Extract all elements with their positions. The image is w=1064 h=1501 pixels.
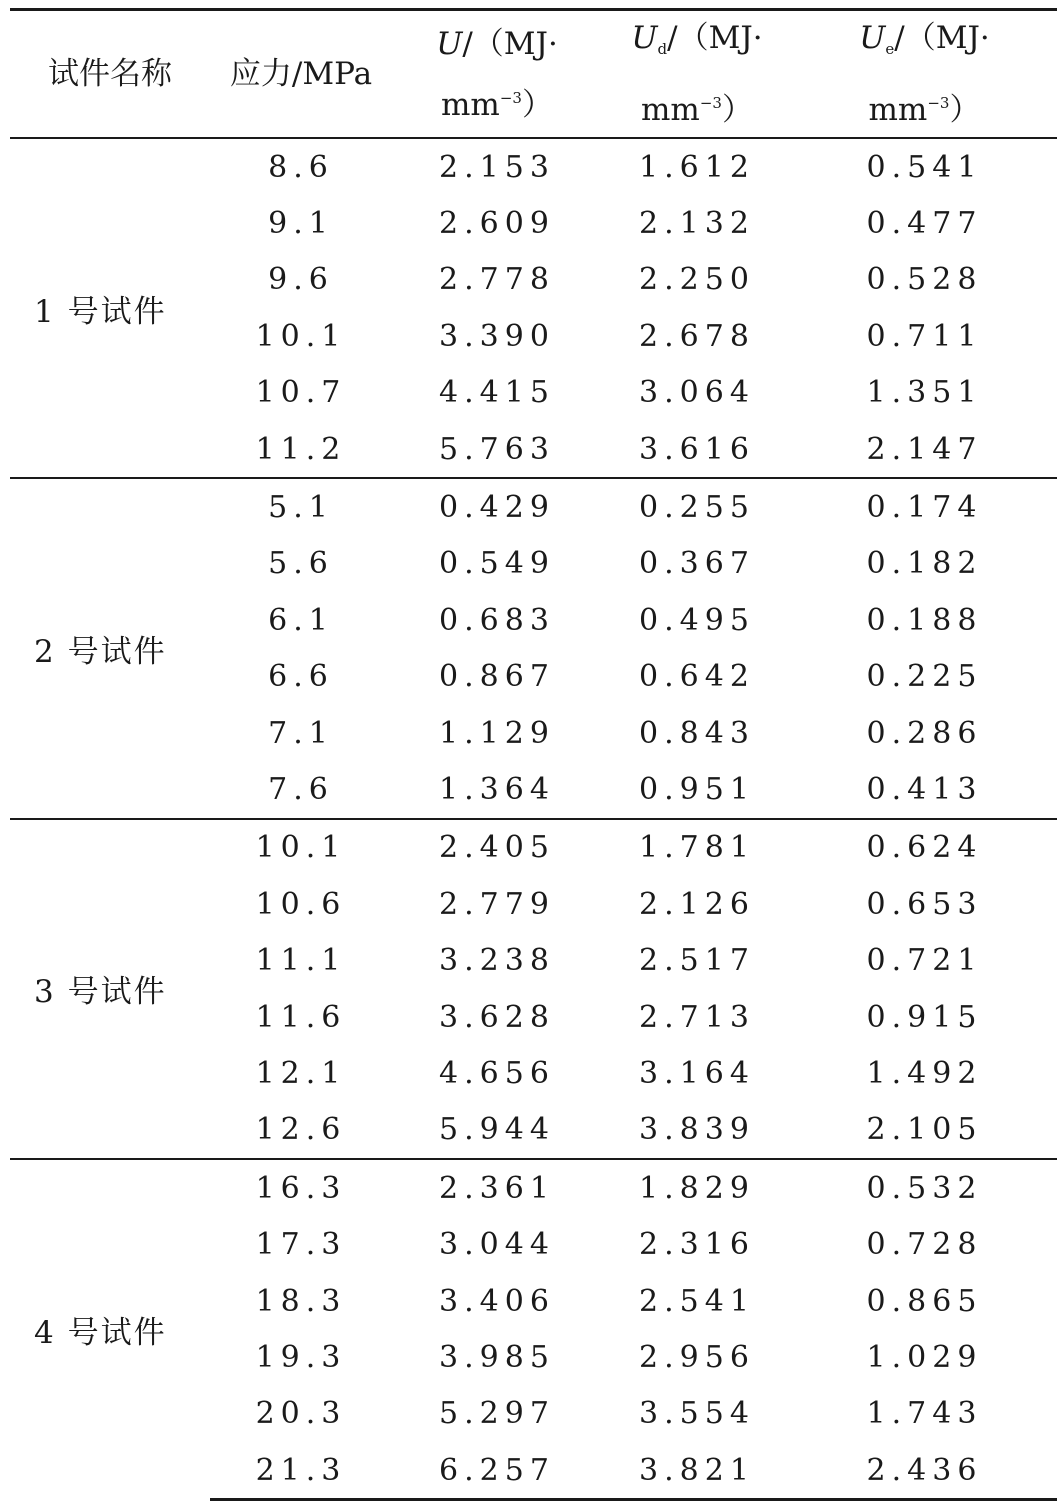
stress-cell: 7.1 <box>268 715 334 751</box>
header-ud-subscript: d <box>657 40 668 58</box>
stress-cell: 9.1 <box>268 206 334 242</box>
elastic-energy-cell: 0.721 <box>866 943 983 979</box>
total-energy-cell: 3.628 <box>439 999 555 1035</box>
header-specimen-name: 试件名称 <box>10 10 210 139</box>
table-row <box>10 138 1057 195</box>
elastic-energy-cell: 0.528 <box>866 262 983 298</box>
table-row <box>10 819 1057 876</box>
elastic-energy-cell: 0.711 <box>866 318 983 354</box>
total-energy-cell: 3.238 <box>439 943 555 979</box>
header-u-unit-exp: −3 <box>499 88 522 107</box>
dissipated-energy-cell: 3.839 <box>639 1112 755 1148</box>
dissipated-energy-cell: 2.678 <box>639 318 755 354</box>
total-energy-cell: 2.779 <box>439 886 555 922</box>
elastic-energy-cell: 0.413 <box>866 771 983 807</box>
total-energy-cell: 2.778 <box>439 262 555 298</box>
total-energy-cell: 1.364 <box>439 771 555 807</box>
elastic-energy-cell: 0.728 <box>866 1227 983 1263</box>
stress-cell: 7.6 <box>268 771 334 807</box>
elastic-energy-cell: 1.743 <box>866 1396 983 1432</box>
total-energy-cell: 3.406 <box>439 1283 555 1319</box>
dissipated-energy-cell: 1.781 <box>602 819 792 876</box>
total-energy-cell: 0.549 <box>439 546 555 582</box>
dissipated-energy-cell: 2.132 <box>639 206 755 242</box>
stress-cell: 8.6 <box>268 149 334 185</box>
total-energy-cell: 4.415 <box>439 375 555 411</box>
header-ue-unit-exp: −3 <box>927 94 950 112</box>
header-ue-unit-close: ） <box>949 92 981 128</box>
header-ud-unit-close: ） <box>721 92 753 128</box>
total-energy-cell: 2.405 <box>392 819 602 876</box>
dissipated-energy-cell: 2.316 <box>639 1227 755 1263</box>
header-ue-unit-base: mm <box>868 92 928 128</box>
header-ue-symbol: U <box>859 20 886 56</box>
total-energy-cell: 0.867 <box>439 659 555 695</box>
elastic-energy-cell: 2.105 <box>866 1112 983 1148</box>
stress-cell: 12.1 <box>255 1055 347 1091</box>
stress-cell: 18.3 <box>255 1283 347 1319</box>
elastic-energy-cell: 0.541 <box>866 149 983 185</box>
header-dissipated-energy <box>602 10 792 139</box>
dissipated-energy-cell: 2.956 <box>639 1339 755 1375</box>
dissipated-energy-cell: 1.612 <box>639 149 755 185</box>
header-u-symbol: U <box>436 25 463 62</box>
total-energy-cell: 0.429 <box>392 478 602 535</box>
specimen-name-cell: 1 号试件 <box>34 293 167 330</box>
dissipated-energy-cell: 0.255 <box>602 478 792 535</box>
elastic-energy-cell: 0.532 <box>792 1159 1057 1216</box>
stress-cell: 11.1 <box>255 943 347 979</box>
dissipated-energy-cell: 0.843 <box>639 715 755 751</box>
elastic-energy-cell: 0.182 <box>866 546 983 582</box>
total-energy-cell: 1.129 <box>439 715 555 751</box>
total-energy-cell: 5.763 <box>439 431 555 467</box>
header-ud-unit-exp: −3 <box>699 94 722 112</box>
elastic-energy-cell: 2.147 <box>866 431 983 467</box>
total-energy-cell: 4.656 <box>439 1055 555 1091</box>
table-row <box>10 478 1057 535</box>
dissipated-energy-cell: 2.713 <box>639 999 755 1035</box>
header-ue-unit-line2 <box>792 76 1057 137</box>
dissipated-energy-cell: 0.642 <box>639 659 755 695</box>
total-energy-cell: 5.944 <box>439 1112 555 1148</box>
header-elastic-energy <box>792 10 1057 139</box>
stress-cell: 10.1 <box>210 819 392 876</box>
specimen-name-cell: 2 号试件 <box>10 478 210 818</box>
stress-cell: 16.3 <box>210 1159 392 1216</box>
stress-cell: 5.1 <box>210 478 392 535</box>
total-energy-cell: 3.044 <box>439 1227 555 1263</box>
table-row <box>10 1159 1057 1216</box>
specimen-name-cell: 3 号试件 <box>10 819 210 1159</box>
dissipated-energy-cell: 2.250 <box>639 262 755 298</box>
header-ud-unit-line2 <box>602 76 792 137</box>
header-u-unit-line2 <box>392 71 602 132</box>
total-energy-cell: 3.985 <box>439 1339 555 1375</box>
elastic-energy-cell: 0.286 <box>866 715 983 751</box>
stress-cell: 6.6 <box>268 659 334 695</box>
elastic-energy-cell: 0.225 <box>866 659 983 695</box>
total-energy-cell: 3.390 <box>439 318 555 354</box>
total-energy-cell: 2.609 <box>439 206 555 242</box>
total-energy-cell: 2.153 <box>439 149 555 185</box>
dissipated-energy-cell: 3.164 <box>639 1055 755 1091</box>
dissipated-energy-cell: 2.541 <box>639 1283 755 1319</box>
elastic-energy-cell: 1.492 <box>866 1055 983 1091</box>
elastic-energy-cell: 0.477 <box>866 206 983 242</box>
elastic-energy-cell: 0.653 <box>866 886 983 922</box>
stress-cell: 5.6 <box>268 546 334 582</box>
stress-cell: 11.6 <box>255 999 347 1035</box>
dissipated-energy-cell: 0.495 <box>639 602 755 638</box>
dissipated-energy-cell: 3.616 <box>639 431 755 467</box>
stress-cell: 19.3 <box>255 1339 347 1375</box>
dissipated-energy-cell: 2.126 <box>639 886 755 922</box>
total-energy-cell: 0.683 <box>439 602 555 638</box>
elastic-energy-cell: 2.436 <box>792 1442 1057 1500</box>
elastic-energy-cell: 1.351 <box>866 375 983 411</box>
elastic-energy-cell: 0.188 <box>866 602 983 638</box>
elastic-energy-cell: 0.915 <box>866 999 983 1035</box>
header-u-unit-line1: /（MJ· <box>462 25 558 62</box>
dissipated-energy-cell: 0.951 <box>639 771 755 807</box>
stress-cell: 11.2 <box>255 431 347 467</box>
dissipated-energy-cell: 3.554 <box>639 1396 755 1432</box>
energy-table-container <box>10 8 1057 1501</box>
total-energy-cell: 6.257 <box>392 1442 602 1500</box>
dissipated-energy-cell: 1.829 <box>602 1159 792 1216</box>
stress-cell: 17.3 <box>255 1227 347 1263</box>
elastic-energy-cell: 1.029 <box>866 1339 983 1375</box>
table-body <box>10 138 1057 1500</box>
header-ud-unit-line1: /（MJ· <box>667 20 763 56</box>
elastic-energy-cell: 0.865 <box>866 1283 983 1319</box>
header-total-energy <box>392 10 602 139</box>
stress-cell: 12.6 <box>255 1112 347 1148</box>
total-energy-cell: 2.361 <box>392 1159 602 1216</box>
total-energy-cell: 5.297 <box>439 1396 555 1432</box>
stress-cell: 9.6 <box>268 262 334 298</box>
specimen-name-cell: 4 号试件 <box>10 1159 210 1500</box>
header-ue-subscript: e <box>885 40 895 58</box>
energy-table <box>10 8 1057 1501</box>
header-row <box>10 10 1057 139</box>
elastic-energy-cell: 0.624 <box>792 819 1057 876</box>
stress-cell: 6.1 <box>268 602 334 638</box>
dissipated-energy-cell: 3.821 <box>602 1442 792 1500</box>
dissipated-energy-cell: 0.367 <box>639 546 755 582</box>
header-ud-unit-base: mm <box>641 92 700 128</box>
stress-cell: 10.6 <box>255 886 347 922</box>
header-ue-unit-line1: /（MJ· <box>894 20 990 56</box>
header-ud-symbol: U <box>631 20 658 56</box>
table-header <box>10 10 1057 139</box>
stress-cell: 10.1 <box>255 318 347 354</box>
dissipated-energy-cell: 3.064 <box>639 375 755 411</box>
header-u-unit-base: mm <box>441 86 500 123</box>
dissipated-energy-cell: 2.517 <box>639 943 755 979</box>
stress-cell: 10.7 <box>255 375 347 411</box>
header-stress: 应力/MPa <box>210 10 392 139</box>
stress-cell: 21.3 <box>210 1442 392 1500</box>
elastic-energy-cell: 0.174 <box>792 478 1057 535</box>
stress-cell: 20.3 <box>255 1396 347 1432</box>
header-u-unit-close: ） <box>521 86 553 123</box>
